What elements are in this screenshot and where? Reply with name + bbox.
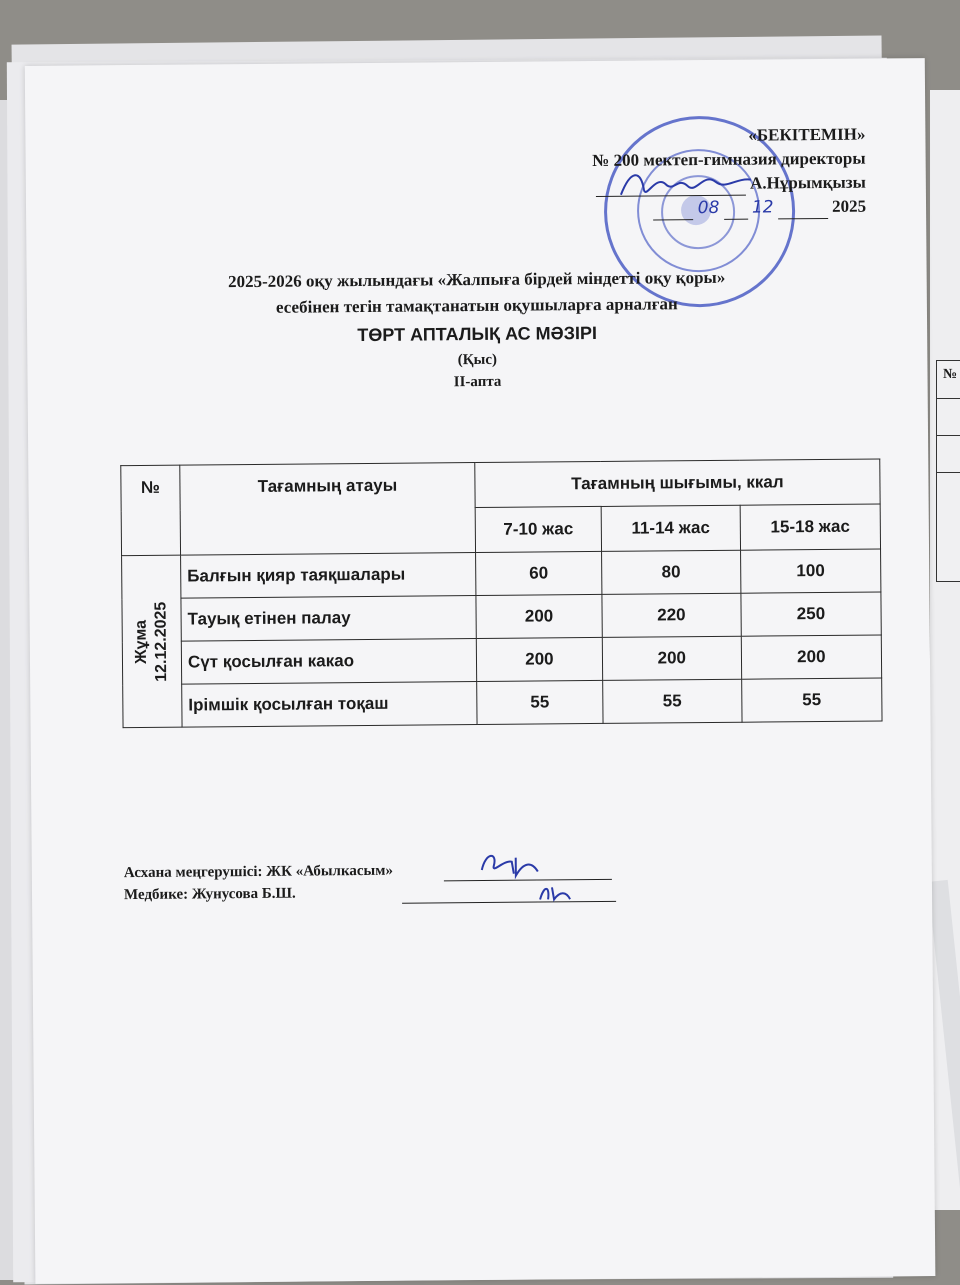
adjacent-table-header: № — [937, 361, 960, 399]
canteen-head-signature — [472, 843, 572, 880]
kcal-value: 220 — [602, 593, 741, 637]
kcal-value: 200 — [741, 635, 882, 679]
director-signature — [616, 163, 786, 204]
approval-day: 08 — [697, 197, 720, 219]
kcal-value: 200 — [602, 636, 741, 680]
adjacent-table-fragment — [936, 360, 960, 582]
table-row — [122, 592, 881, 642]
menu-table — [120, 458, 882, 728]
age-group-header: 15-18 жас — [740, 504, 881, 550]
heading-line-1: 2025-2026 оқу жылындағы «Жалпыға бірдей міндетті оқу қоры» — [227, 267, 726, 292]
day-name: Жұма — [132, 619, 150, 664]
director-name: А.Нұрымқызы — [750, 172, 866, 193]
column-yield-header: Тағамның шығымы, ккал — [475, 459, 880, 508]
canteen-head-line: Асхана меңгерушісі: ЖК «Абылкасым» — [123, 862, 393, 882]
heading-line-2: есебінен тегін тамақтанатын оқушыларға арналған — [275, 294, 678, 317]
dish-name: Ірімшік қосылған тоқаш — [182, 682, 477, 728]
day-cell — [122, 555, 182, 728]
kcal-value: 200 — [476, 594, 602, 638]
approval-title: «БЕКІТЕМІН» — [748, 124, 866, 145]
menu-document — [25, 58, 936, 1284]
season-label: (Қыс) — [457, 351, 498, 369]
dish-name: Сүт қосылған какао — [181, 639, 476, 685]
day-date: 12.12.2025 — [152, 601, 171, 682]
kcal-value: 55 — [477, 680, 603, 724]
nurse-signature — [532, 879, 592, 906]
dish-name: Балғын қияр таяқшалары — [181, 553, 476, 599]
approval-year: 2025 — [831, 196, 867, 216]
document-title: ТӨРТ АПТАЛЫҚ АС МӘЗІРІ — [357, 322, 598, 346]
approval-position: № 200 мектеп-гимназия директоры — [592, 148, 866, 171]
table-row — [122, 635, 881, 685]
kcal-value: 55 — [603, 679, 742, 723]
table-row — [122, 549, 881, 599]
kcal-value: 100 — [740, 549, 881, 593]
kcal-value: 200 — [476, 637, 602, 681]
table-row — [123, 678, 882, 728]
approval-month: 12 — [751, 197, 774, 218]
kcal-value: 80 — [601, 550, 740, 594]
kcal-value: 250 — [741, 592, 882, 636]
week-label: ІІ-апта — [453, 373, 502, 391]
kcal-value: 60 — [476, 551, 602, 595]
kcal-value: 55 — [741, 678, 882, 722]
age-group-header: 11-14 жас — [601, 505, 740, 551]
dish-name: Тауық етінен палау — [181, 596, 476, 642]
column-number-header: № — [121, 465, 181, 556]
age-group-header: 7-10 жас — [475, 506, 601, 552]
nurse-line: Медбике: Жунусова Б.Ш. — [123, 885, 296, 904]
column-name-header: Тағамның атауы — [180, 463, 476, 556]
